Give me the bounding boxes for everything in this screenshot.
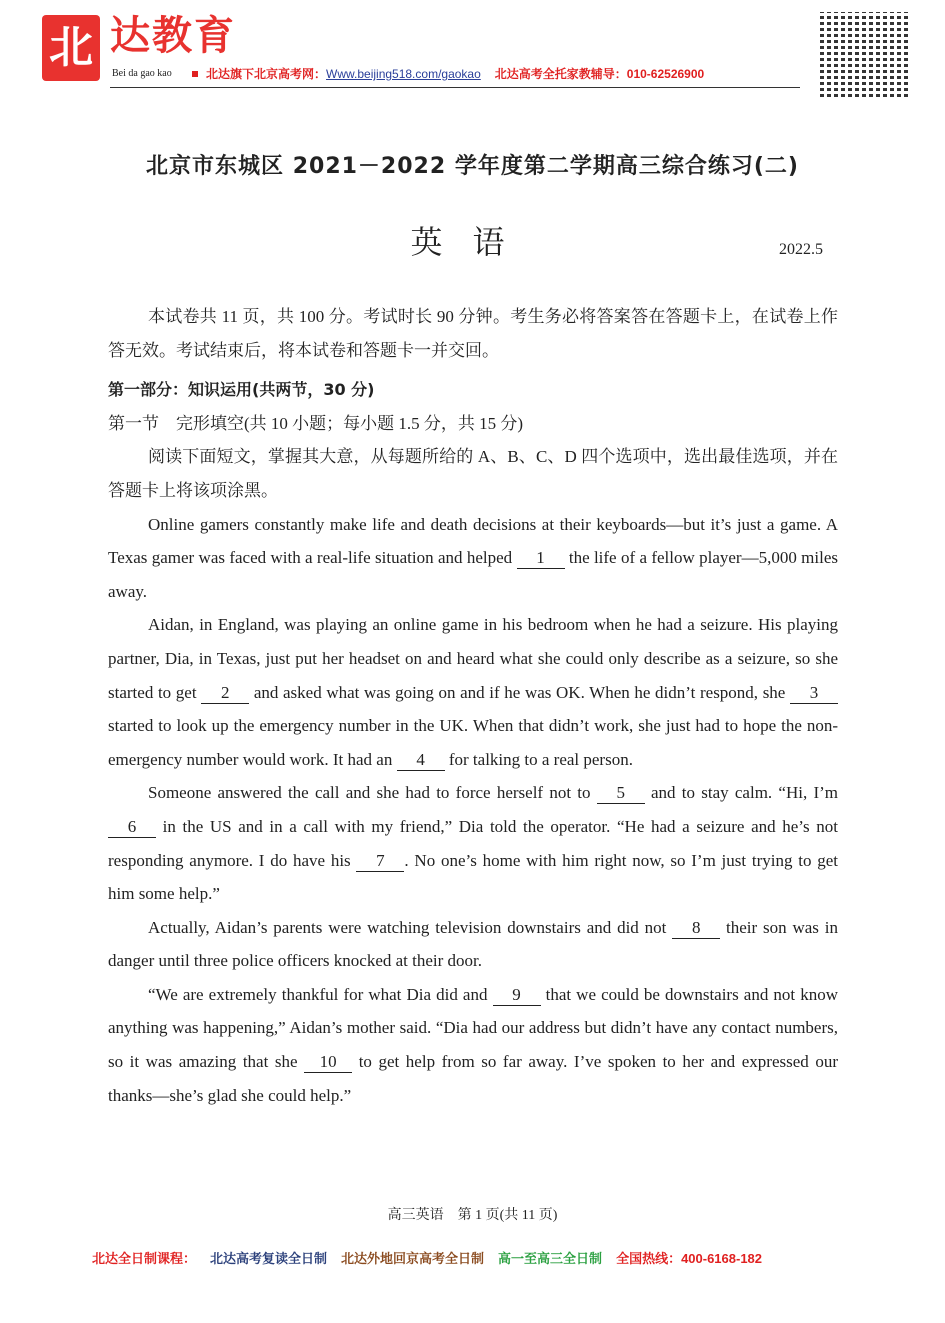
header-divider [110, 87, 800, 88]
page-number: 高三英语 第 1 页(共 11 页) [387, 1208, 558, 1223]
cloze-blank: 10 [304, 1052, 352, 1073]
passage-paragraph [108, 911, 838, 978]
document-body [108, 300, 838, 1112]
cloze-blank: 4 [397, 750, 445, 771]
passage-text: Aidan, in England, was playing an online game in his bedroom when he had a seizure. His playing partner, Dia, in Texas, just put her headset on and heard what she could only describe as a seizure, so she started to get [108, 615, 838, 702]
passage-text: started to look up the emergency number in the UK. When that didn’t work, she just had to hope the non-emergency number would work. It had an [108, 716, 838, 769]
cloze-blank: 1 [517, 548, 565, 569]
section-heading: 第一节 完形填空(共 10 小题；每小题 1.5 分，共 15 分) [108, 413, 524, 433]
footer-ad [92, 1250, 776, 1268]
site-link[interactable]: Www.beijing518.com/gaokao [326, 67, 481, 81]
footer-item: 北达全日制课程： [92, 1251, 197, 1266]
subject-title: 英语 [410, 224, 535, 260]
passage-text: their son was in danger until three police officers knocked at their door. [108, 917, 838, 971]
passage-text: and asked what was going on and if he was OK. When he didn’t respond, she [249, 682, 790, 702]
passage-text: Someone answered the call and she had to force herself not to [148, 783, 597, 803]
footer-item: 高一至高三全日制 [498, 1251, 603, 1266]
passage-text: and to stay calm. “Hi, I’m [644, 783, 838, 803]
passage-paragraph [108, 608, 838, 776]
instructions: 阅读下面短文，掌握其大意，从每题所给的 A、B、C、D 四个选项中，选出最佳选项，并在答题卡上将该项涂黑。 [108, 447, 838, 500]
cloze-blank: 9 [493, 985, 541, 1006]
logo-subtitle: Bei da gao kao [112, 68, 172, 79]
passage-text: in the US and in a call with my friend,” Dia told the operator. “He had a seizure and he’s not responding anymore. I do have his [108, 816, 838, 870]
exam-title: 北京市东城区 2021－2022 学年度第二学期高三综合练习(二) [146, 154, 799, 179]
passage-text: the life of a fellow player—5,000 miles away. [108, 548, 838, 601]
logo-text: 达教育 [110, 12, 236, 59]
passage-paragraph [108, 978, 838, 1112]
intro: 本试卷共 11 页，共 100 分。考试时长 90 分钟。考生务必将答案答在答题卡上，在试卷上作答无效。考试结束后，将本试卷和答题卡一并交回。 [108, 307, 838, 360]
tutor-info: 北达高考全托家教辅导：010-62526900 [494, 67, 705, 81]
cloze-blank: 8 [672, 918, 720, 939]
cloze-blank: 6 [108, 817, 156, 838]
site-label: 北达旗下北京高考网： [206, 67, 327, 81]
bullet-square-icon [192, 71, 198, 77]
passage [108, 508, 838, 1113]
header-info [206, 67, 704, 81]
passage-text: “We are extremely thankful for what Dia did and [148, 984, 493, 1004]
passage-text: that we could be downstairs and not know anything was happening,” Aidan’s mother said. “Dia had our address but didn’t have any contact numbers, so it was amazing that she [108, 984, 838, 1072]
part-heading: 第一部分：知识运用(共两节，30 分) [108, 380, 375, 400]
passage-paragraph [108, 508, 838, 609]
cloze-blank: 2 [201, 683, 249, 704]
passage-text: for talking to a real person. [444, 749, 633, 769]
footer-item: 全国热线：400-6168-182 [616, 1251, 763, 1266]
passage-text: Online gamers constantly make life and death decisions at their keyboards—but it’s just a game. A Texas gamer was faced with a real-life situation and helped [108, 514, 838, 568]
passage-text: to get help from so far away. I’ve spoken to her and expressed our thanks—she’s glad she could help.” [108, 1052, 838, 1105]
passage-text: Actually, Aidan’s parents were watching television downstairs and did not [148, 917, 673, 937]
exam-date: 2022.5 [779, 241, 823, 258]
logo-icon: 北 [42, 15, 100, 81]
footer-item: 北达高考复读全日制 [210, 1251, 328, 1266]
qr-code-icon [820, 12, 908, 100]
passage-text: . No one’s home with him right now, so I’m just trying to get him some help.” [108, 850, 838, 904]
cloze-blank: 3 [790, 683, 838, 704]
passage-paragraph [108, 776, 838, 910]
cloze-blank: 7 [356, 851, 404, 872]
cloze-blank: 5 [597, 783, 645, 804]
footer-item: 北达外地回京高考全日制 [341, 1251, 485, 1266]
